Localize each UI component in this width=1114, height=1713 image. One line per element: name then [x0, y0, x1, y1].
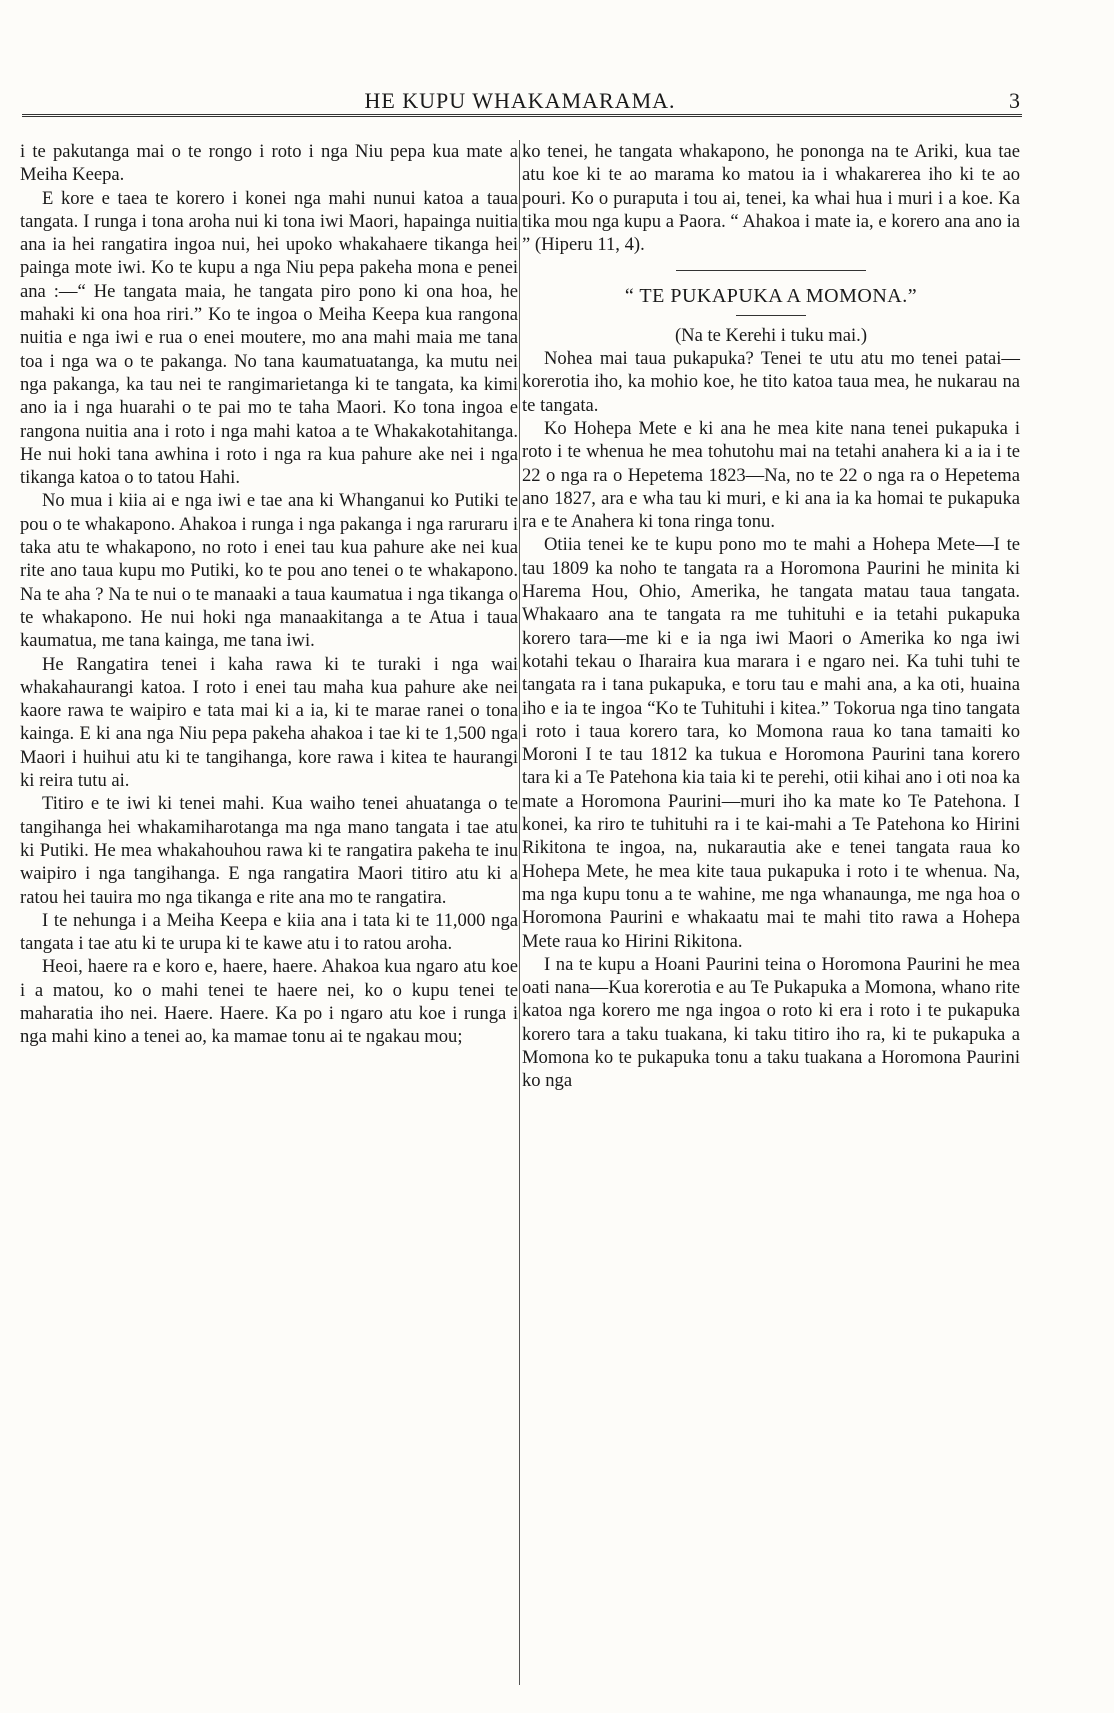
- paragraph: Titiro e te iwi ki tenei mahi. Kua waiho tenei ahuatanga o te tangihanga hei whakamiharotanga ma nga mano tangata i tae atu ki Putiki. He mea whakahouhou rawa ki te rangatira pakeha te inu waipiro i nga tangihanga. E nga rangatira Maori titiro atu ki a ratou hei tauira mo nga tikanga e rite ana mo te rangatira.: [20, 793, 518, 908]
- title-rule: [736, 315, 806, 316]
- column-divider: [519, 140, 520, 1685]
- paragraph: ko tenei, he tangata whakapono, he pononga na te Ariki, kua tae atu koe ki te ao marama ko matou ia i whakarerea iho ki te ao pouri. Ko o puraputa i tou ai, tenei, ka whai hua i muri i a koe. Ka tika mou nga kupu a Paora. “ Ahakoa i mate ia, e korero ana ano ia ” (Hiperu 11, 4).: [522, 141, 1020, 256]
- paragraph: I te nehunga i a Meiha Keepa e kiia ana i tata ki te 11,000 nga tangata i tae atu ki te urupa ki te kawe atu i to ratou aroha.: [20, 909, 518, 955]
- paragraph: Heoi, haere ra e koro e, haere, haere. Ahakoa kua ngaro atu koe i a matou, ko o mahi tenei te haere nei, ko o kupu tenei te maharatia iho nei. Haere. Haere. Ka po i ngaro atu koe i runga i nga mahi kino a tenei ao, ka mamae tonu ai te ngakau mou;: [20, 956, 518, 1048]
- paragraph: Ko Hohepa Mete e ki ana he mea kite nana tenei pukapuka i roto i te whenua he mea tohutohu mai na tetahi anahera ki a ia i te 22 o nga ra o Hepetema 1823—Na, no te 22 o nga ra o Hepetema ano 1827, ara e wha tau ki muri, e ki ana ia ka homai te pukapuka ra e te Anahera ki tona ringa tonu.: [522, 417, 1020, 533]
- page-number: 3: [1009, 88, 1020, 113]
- page-header: [20, 88, 1020, 124]
- paragraph: E kore e taea te korero i konei nga mahi nunui katoa a taua tangata. I runga i tona aroha nui ki tona iwi Maori, hapainga nuitia ana ia hei rangatira ingoa nui, hei upoko whakahaere tikanga hei painga mote iwi. Ko te kupu a nga Niu pepa pakeha mona e penei ana :—“ He tangata maia, he tangata piro pono ki ona hoa, he mahaki ki ona hoa riri.” Ko te ingoa o Meiha Keepa kua rangona nuitia e nga iwi e rua o enei moutere, mo ana mahi maia me tana toa i nga wa o te pakanga. No tana kaumatuatanga, ka mutu nei nga pakanga, ka tau nei te rangimarietanga ki te tangata, ka kimi ano ia i nga huarahi o te pai mo te taha Maori. Ko tona ingoa e rangona nuitia ana i roto i nga mahi katoa a te Whakakotahitanga. He nui hoki tana awhina i roto i nga ra kua pahure ake nei i nga tikanga katoa o to tatou Hahi.: [20, 187, 518, 489]
- paragraph: No mua i kiia ai e nga iwi e tae ana ki Whanganui ko Putiki te pou o te whakapono. Ahakoa i runga i nga pakanga i nga raruraru i taka atu te whakapono, no roto i enei tau kua pahure ake nei kua rite ano taua kupu mo Putiki, ko te pou ano tenei o te whakapono. Na te aha ? Na te nui o te manaaki a taua kaumatua i nga tikanga o te whakapono. He nui hoki nga manaakitanga a te Atua i taua kaumatua, me tana kainga, me tana iwi.: [20, 490, 518, 652]
- paragraph: i te pakutanga mai o te rongo i roto i nga Niu pepa kua mate a Meiha Keepa.: [20, 141, 518, 186]
- section-rule: [676, 270, 866, 271]
- paragraph: I na te kupu a Hoani Paurini teina o Horomona Paurini he mea oati nana—Kua korerotia e au Te Pukapuka a Momona, whano rite katoa nga korero me nga ingoa o roto ki era i roto i te pukapuka korero tara a taku tuakana, ki taku titiro iho ra, ki te pukapuka a Momona ko te pukapuka tonu a taku tuakana a Horomona Paurini ko nga: [522, 953, 1020, 1092]
- paragraph: Otiia tenei ke te kupu pono mo te mahi a Hohepa Mete—I te tau 1809 ka noho te tangata ra a Horomona Paurini he minita ki Harema Hou, Ohio, Amerika, he tangata matau taua tangata. Whakaaro ana te tangata ra me tuhituhi e ia tetahi pukapuka korero tara—me ki e ia nga iwi Maori o Amerika ko nga iwi kotahi tekau o Iharaira kua marara i e ngaro nei. Ka tuhi tuhi te tangata ra i tana pukapuka, e toru tau e mahi ana, a ka oti, huaina iho e ia te ingoa “Ko te Tuhituhi i kitea.” Tokorua nga tino tangata i roto i taua korero tara, ko Momona raua ko tana tamaiti ko Moroni I te tau 1812 ka tukua e Horomona Paurini tana korero tara ki a Te Patehona kia taia ki te perehi, otii kihai ano i oti noa ka mate a Horomona Paurini—muri iho ka mate ko Te Patehona. I konei, ka riro te tuhituhi ra i te kai-mahi a Te Patehona ko Hirini Rikitona te ingoa, na, nukarautia ake e tenei tangata raua ko Hohepa Mete, he mea kite taua pukapuka i roto i te whenua. Na, ma nga kupu tonu a te wahine, me nga whanaunga, me nga hoa o Horomona Paurini e whakaatu mai te mahi tito rawa a Hohepa Mete raua ko Hirini Rikitona.: [522, 534, 1020, 952]
- header-rule: [22, 114, 1022, 117]
- article-title: “ TE PUKAPUKA A MOMONA.”: [624, 285, 918, 308]
- article-subtitle: (Na te Kerehi i tuku mai.): [674, 324, 868, 346]
- running-title: HE KUPU WHAKAMARAMA.: [364, 88, 676, 113]
- paragraph: He Rangatira tenei i kaha rawa ki te turaki i nga wai whakahaurangi katoa. I roto i enei tau maha kua pahure ake nei kaore rawa te waipiro e tata mai ki a ia, ki te marae ranei o tona kainga. E ki ana nga Niu pepa pakeha ahakoa i tae ki te 1,500 nga Maori i huihui atu ki te tangihanga, kore rawa i kitea te haurangi ki reira tutu ai.: [20, 653, 518, 792]
- left-column: [20, 140, 518, 1049]
- right-column: [522, 140, 1020, 1093]
- paragraph: Nohea mai taua pukapuka? Tenei te utu atu mo tenei patai—korerotia iho, ka mohio koe, he tito katoa taua mea, he nukarau na te tangata.: [522, 348, 1020, 416]
